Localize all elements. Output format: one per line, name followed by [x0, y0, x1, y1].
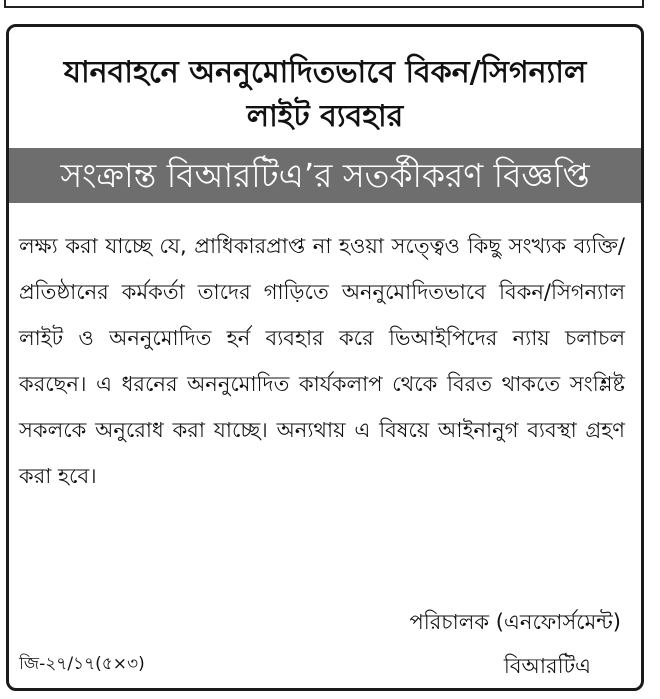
signatory-title: পরিচালক (এনফোর্সমেন্ট) [409, 610, 621, 634]
signatory-org: বিআরটিএ [503, 654, 591, 678]
notice-box [6, 24, 644, 691]
notice-title-line-1: যানবাহনে অননুমোদিতভাবে বিকন/সিগন্যাল [63, 55, 587, 90]
previous-notice-edge [4, 0, 644, 8]
notice-banner: সংক্রান্ত বিআরটিএ’র সতর্কীকরণ বিজ্ঞপ্তি [9, 148, 641, 203]
notice-body: লক্ষ্য করা যাচ্ছে যে, প্রাধিকারপ্রাপ্ত না হওয়া সত্ত্বেও কিছু সংখ্যক ব্যক্তি/প্রতিষ্ঠানের কর্মকর্তা তাদের গাড়িতে অননুমোদিতভাবে বিকন/সিগন্যাল লাইট ও অননুমোদিত হর্ন ব্যবহার করে ভিআইপিদের ন্যায় চলাচল করছেন। এ ধরনের অননুমোদিত কার্যকলাপ থেকে বিরত থাকতে সংশ্লিষ্ট সকলকে অনুরোধ করা যাচ্ছে। অন্যথায় এ বিষয়ে আইনানুগ ব্যবস্থা গ্রহণ করা হবে। [19, 234, 625, 488]
notice-title-line-2: লাইট ব্যবহার [246, 99, 404, 134]
reference-code: জি-২৭/১৭(৫×৩) [19, 654, 145, 674]
notice-title [9, 51, 641, 139]
signature-block [409, 600, 621, 688]
